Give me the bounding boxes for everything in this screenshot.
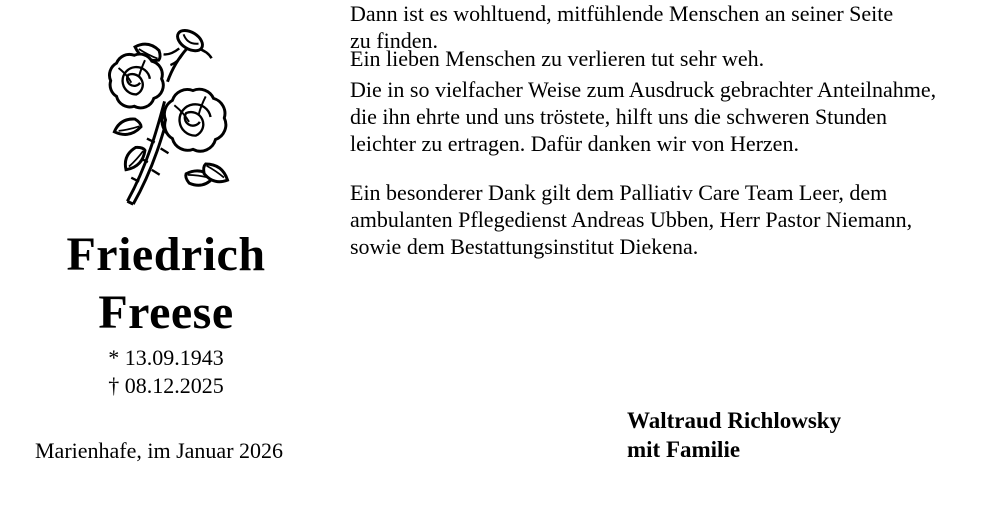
deceased-first-name: Friedrich <box>66 228 266 281</box>
condolence-paragraph <box>350 45 764 72</box>
paragraph-line: die ihn ehrte und uns tröstete, hilft uns die schweren Stunden <box>350 104 888 129</box>
deceased-name <box>0 226 332 342</box>
place-date-line: Marienhafe, im Januar 2026 <box>35 438 284 463</box>
paragraph-line: Dann ist es wohltuend, mitfühlende Menschen an seiner Seite <box>350 1 894 26</box>
signature-block <box>627 406 841 464</box>
birth-date: * 13.09.1943 <box>108 345 224 370</box>
notice-text-column <box>350 0 995 462</box>
roses-icon <box>96 18 238 216</box>
death-date: † 08.12.2025 <box>108 372 224 398</box>
life-dates <box>0 344 332 399</box>
paragraph-line: Ein besonderer Dank gilt dem Palliativ Care Team Leer, dem <box>350 180 888 205</box>
paragraph-line: ambulanten Pflegedienst Andreas Ubben, Herr Pastor Niemann, <box>350 207 913 232</box>
paragraph-line: sowie dem Bestattungsinstitut Diekena. <box>350 234 699 259</box>
deceased-last-name: Freese <box>98 286 234 339</box>
paragraph-line: leichter zu ertragen. Dafür danken wir von Herzen. <box>350 131 799 156</box>
roses-illustration <box>96 18 238 216</box>
paragraph-line: zu finden. <box>350 28 438 53</box>
signature-family: mit Familie <box>627 437 741 462</box>
signature-name: Waltraud Richlowsky <box>627 408 842 433</box>
paragraph-line: Ein lieben Menschen zu verlieren tut sehr weh. <box>350 46 765 71</box>
paragraph-line: Die in so vielfacher Weise zum Ausdruck gebrachter Anteilnahme, <box>350 77 937 102</box>
